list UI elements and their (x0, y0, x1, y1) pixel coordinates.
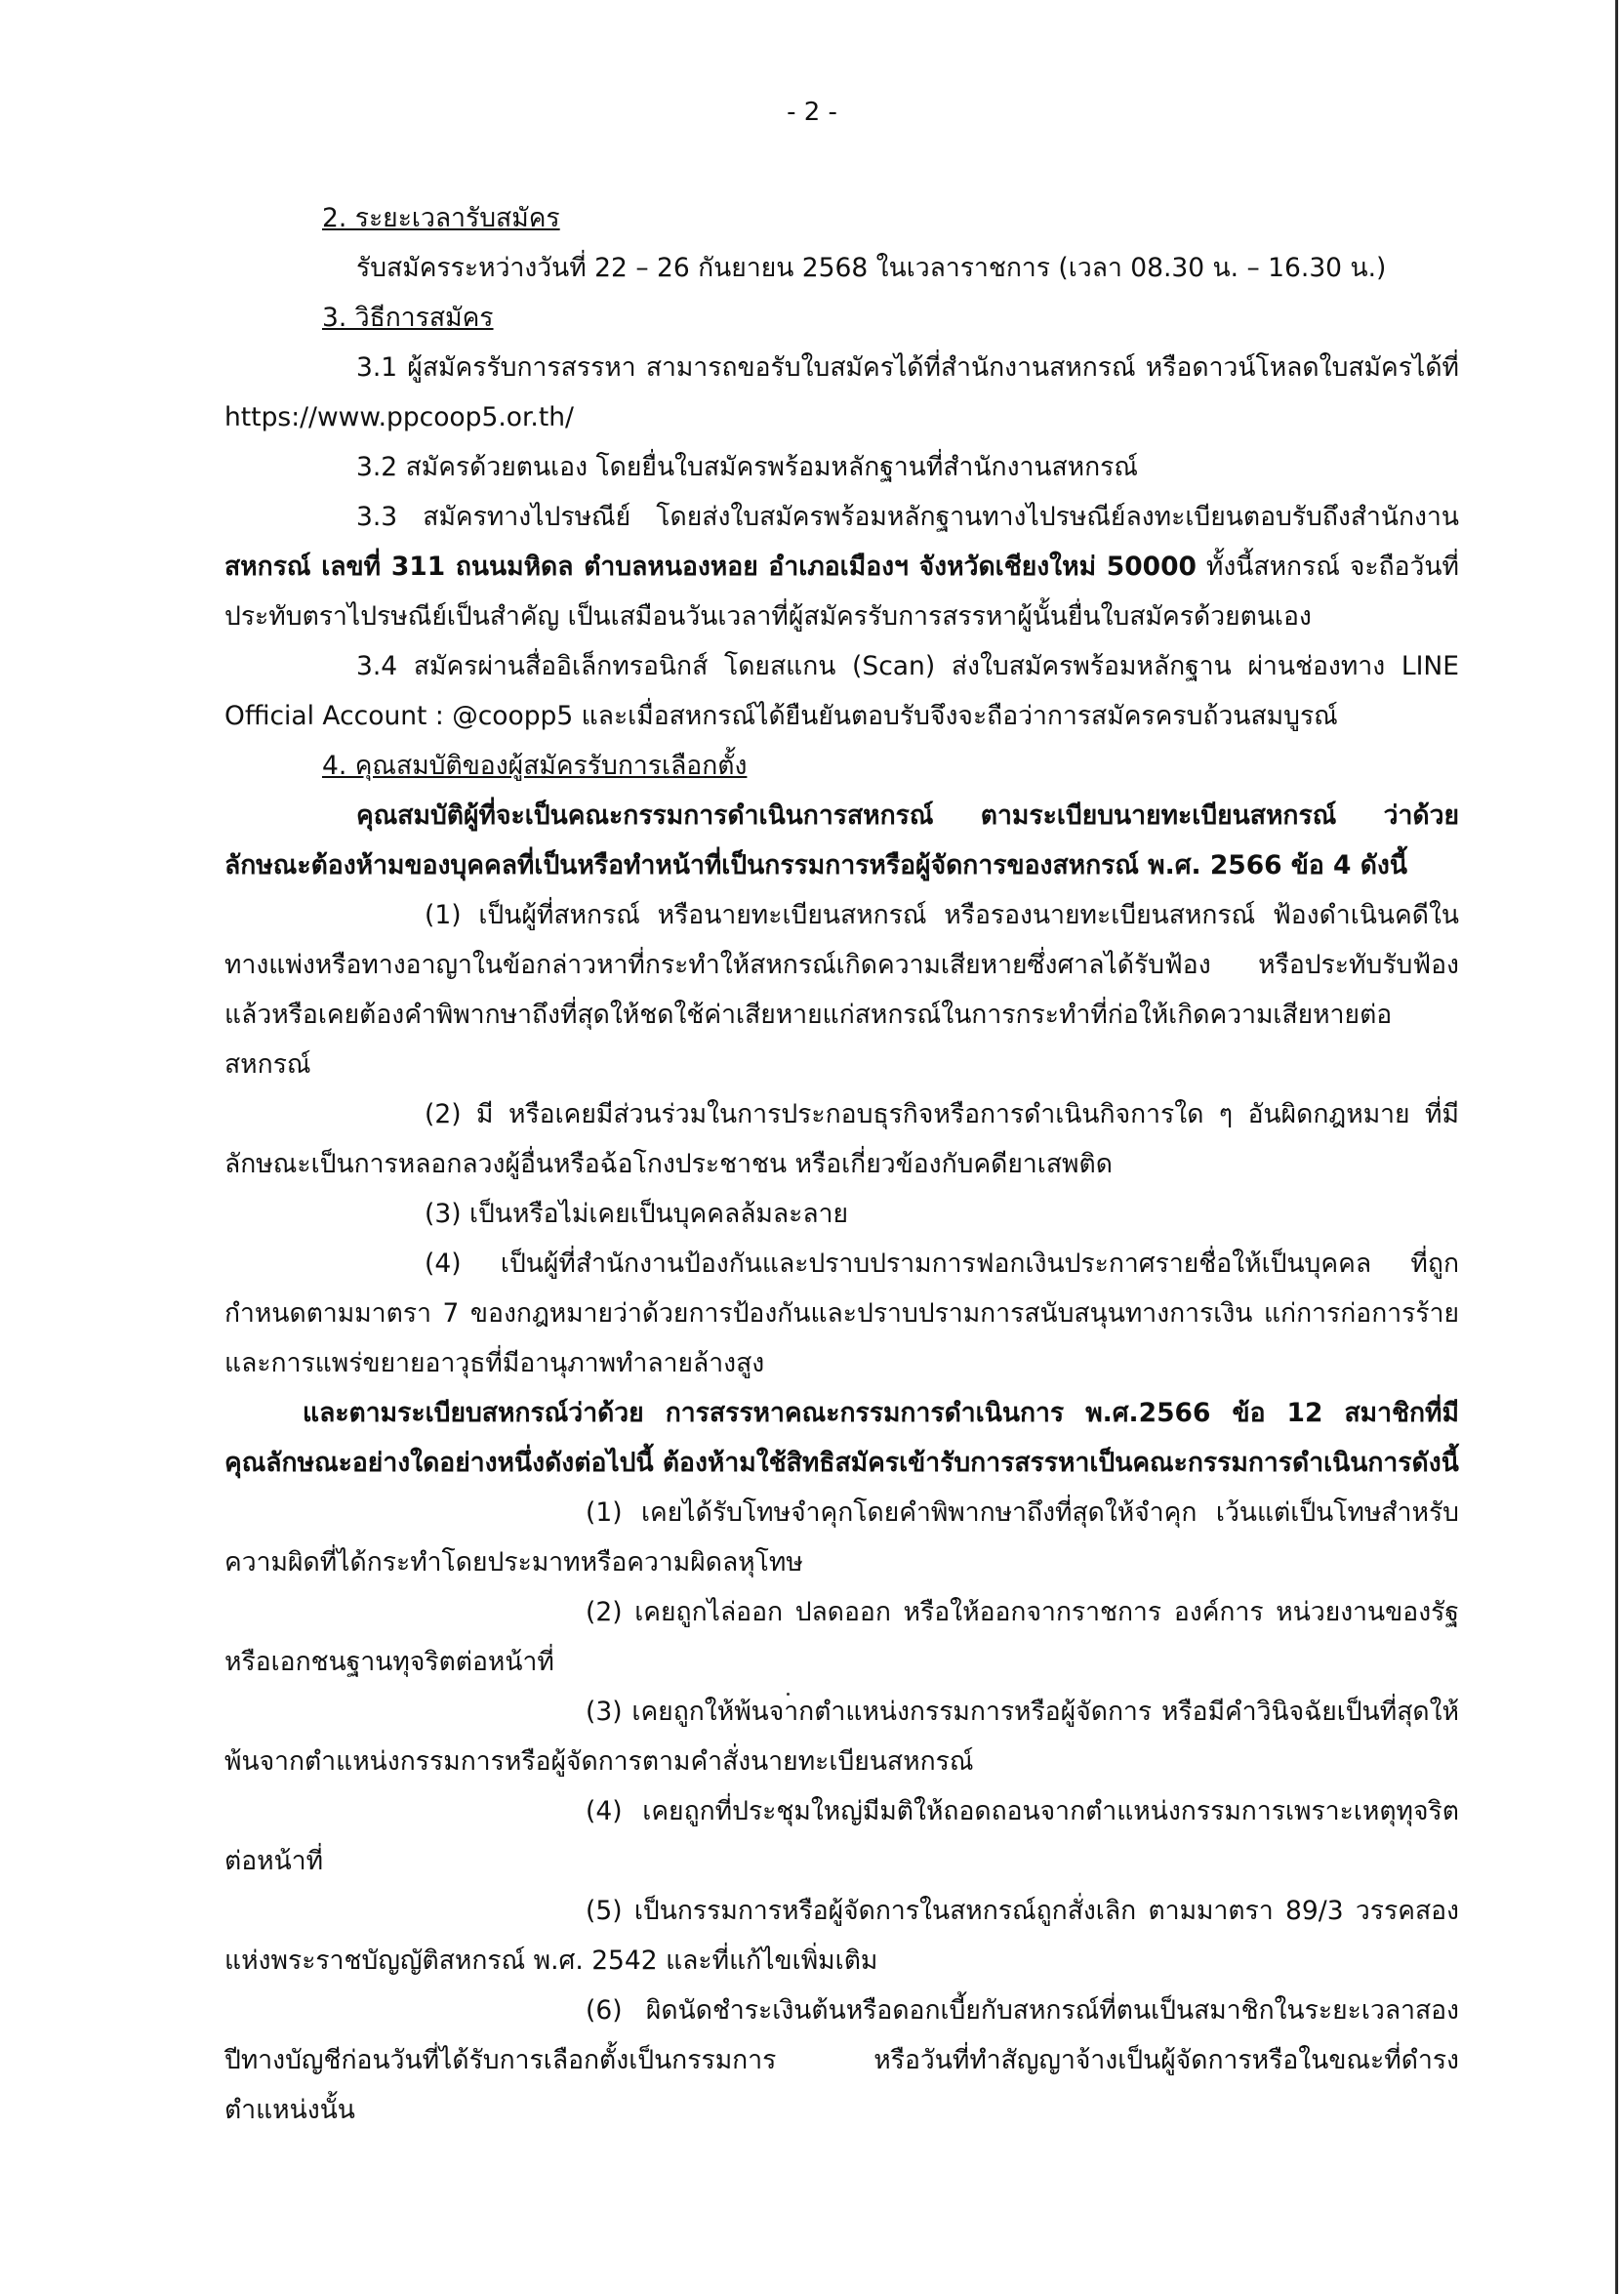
section-4-intro-text: คุณสมบัติผู้ที่จะเป็นคณะกรรมการดำเนินการสหกรณ์ ตามระเบียบนายทะเบียนสหกรณ์ ว่าด้วยลักษณะต้องห้ามของบุคคลที่เป็นหรือทำหน้าที่เป็นกรรมการหรือผู้จัดการของสหกรณ์ พ.ศ. 2566 ข้อ 4 ดังนี้ (224, 800, 1459, 881)
prohibition-item: (2) เคยถูกไล่ออก ปลดออก หรือให้ออกจากราชการ องค์การ หน่วยงานของรัฐ หรือเอกชนฐานทุจริตต่อหน้าที่ (224, 1597, 1459, 1677)
section-3-item-1: 3.1 ผู้สมัครรับการสรรหา สามารถขอรับใบสมัครได้ที่สำนักงานสหกรณ์ หรือดาวน์โหลดใบสมัครได้ที่ https://www.ppcoop5.or.th/ (224, 352, 1459, 432)
section-2-text: รับสมัครระหว่างวันที่ 22 – 26 กันยายน 2568 ในเวลาราชการ (เวลา 08.30 น. – 16.30 น.) (356, 253, 1387, 283)
section-3-item-2: 3.2 สมัครด้วยตนเอง โดยยื่นใบสมัครพร้อมหลักฐานที่สำนักงานสหกรณ์ (356, 452, 1139, 482)
prohibition-item: (5) เป็นกรรมการหรือผู้จัดการในสหกรณ์ถูกสั่งเลิก ตามมาตรา 89/3 วรรคสอง แห่งพระราชบัญญัติสหกรณ์ พ.ศ. 2542 และที่แก้ไขเพิ่มเติม (224, 1896, 1459, 1976)
section-4-intro (224, 791, 1459, 890)
section-3-item-3 (224, 492, 1459, 641)
scan-dot (787, 1693, 790, 1696)
section-3-heading: 3. วิธีการสมัคร (322, 303, 494, 333)
prohibition-item: (1) เคยได้รับโทษจำคุกโดยคำพิพากษาถึงที่สุดให้จำคุก เว้นแต่เป็นโทษสำหรับความผิดที่ได้กระทำโดยประมาทหรือความผิดลหุโทษ (224, 1497, 1459, 1577)
page-number: - 2 - (787, 98, 837, 127)
qualification-item: (3) เป็นหรือไม่เคยเป็นบุคคลล้มละลาย (425, 1199, 849, 1229)
qualification-item: (4) เป็นผู้ที่สำนักงานป้องกันและปราบปรามการฟอกเงินประกาศรายชื่อให้เป็นบุคคล ที่ถูกกำหนดตามมาตรา 7 ของกฎหมายว่าด้วยการป้องกันและปราบปรามการสนับสนุนทางการเงิน แก่การก่อการร้ายและการแพร่ขยายอาวุธที่มีอานุภาพทำลายล้างสูง (224, 1249, 1459, 1378)
section-3-item-4: 3.4 สมัครผ่านสื่ออิเล็กทรอนิกส์ โดยสแกน (Scan) ส่งใบสมัครพร้อมหลักฐาน ผ่านช่องทาง LINE Official Account : @coopp5 และเมื่อสหกรณ์ได้ยืนยันตอบรับจึงจะถือว่าการสมัครครบถ้วนสมบูรณ์ (224, 651, 1459, 731)
qualification-item: (1) เป็นผู้ที่สหกรณ์ หรือนายทะเบียนสหกรณ์ หรือรองนายทะเบียนสหกรณ์ ฟ้องดำเนินคดีในทางแพ่งหรือทางอาญาในข้อกล่าวหาที่กระทำให้สหกรณ์เกิดความเสียหายซึ่งศาลได้รับฟ้อง หรือประทับรับฟ้องแล้วหรือเคยต้องคำพิพากษาถึงที่สุดให้ชดใช้ค่าเสียหายแก่สหกรณ์ในการกระทำที่ก่อให้เกิดความเสียหายต่อสหกรณ์ (224, 900, 1459, 1080)
section-2-heading: 2. ระยะเวลารับสมัคร (322, 203, 560, 233)
section-4-intro-2 (224, 1388, 1459, 1488)
prohibition-item: (3) เคยถูกให้พ้นจากตำแหน่งกรรมการหรือผู้จัดการ หรือมีคำวินิจฉัยเป็นที่สุดให้พ้นจากตำแหน่งกรรมการหรือผู้จัดการตามคำสั่งนายทะเบียนสหกรณ์ (224, 1697, 1459, 1777)
section-3-item-3-post: ทั้งนี้สหกรณ์ จะถือวันที่ประทับตราไปรษณีย์เป็นสำคัญ เป็นเสมือนวันเวลาที่ผู้สมัครรับการสรรหาผู้นั้นยื่นใบสมัครด้วยตนเอง (224, 552, 1460, 632)
page-edge-line (1615, 0, 1618, 2294)
section-4-heading: 4. คุณสมบัติของผู้สมัครรับการเลือกตั้ง (322, 751, 748, 781)
section-3-item-3-pre: 3.3 สมัครทางไปรษณีย์ โดยส่งใบสมัครพร้อมหลักฐานทางไปรษณีย์ลงทะเบียนตอบรับถึงสำนักงาน (356, 502, 1459, 532)
section-4-intro-2-text: และตามระเบียบสหกรณ์ว่าด้วย การสรรหาคณะกรรมการดำเนินการ พ.ศ.2566 ข้อ 12 สมาชิกที่มีคุณลักษณะอย่างใดอย่างหนึ่งดังต่อไปนี้ ต้องห้ามใช้สิทธิสมัครเข้ารับการสรรหาเป็นคณะกรรมการดำเนินการดังนี้ (224, 1398, 1459, 1478)
prohibition-item: (6) ผิดนัดชำระเงินต้นหรือดอกเบี้ยกับสหกรณ์ที่ตนเป็นสมาชิกในระยะเวลาสองปีทางบัญชีก่อนวันที่ได้รับการเลือกตั้งเป็นกรรมการ หรือวันที่ทำสัญญาจ้างเป็นผู้จัดการหรือในขณะที่ดำรงตำแหน่งนั้น (224, 1995, 1459, 2125)
prohibition-item: (4) เคยถูกที่ประชุมใหญ่มีมติให้ถอดถอนจากตำแหน่งกรรมการเพราะเหตุทุจริตต่อหน้าที่ (224, 1796, 1459, 1876)
qualification-item: (2) มี หรือเคยมีส่วนร่วมในการประกอบธุรกิจหรือการดำเนินกิจการใด ๆ อันผิดกฎหมาย ที่มีลักษณะเป็นการหลอกลวงผู้อื่นหรือฉ้อโกงประชาชน หรือเกี่ยวข้องกับคดียาเสพติด (224, 1099, 1459, 1179)
section-3-item-3-address: สหกรณ์ เลขที่ 311 ถนนมหิดล ตำบลหนองหอย อำเภอเมืองฯ จังหวัดเชียงใหม่ 50000 (224, 552, 1197, 582)
document-body (224, 193, 1459, 2135)
